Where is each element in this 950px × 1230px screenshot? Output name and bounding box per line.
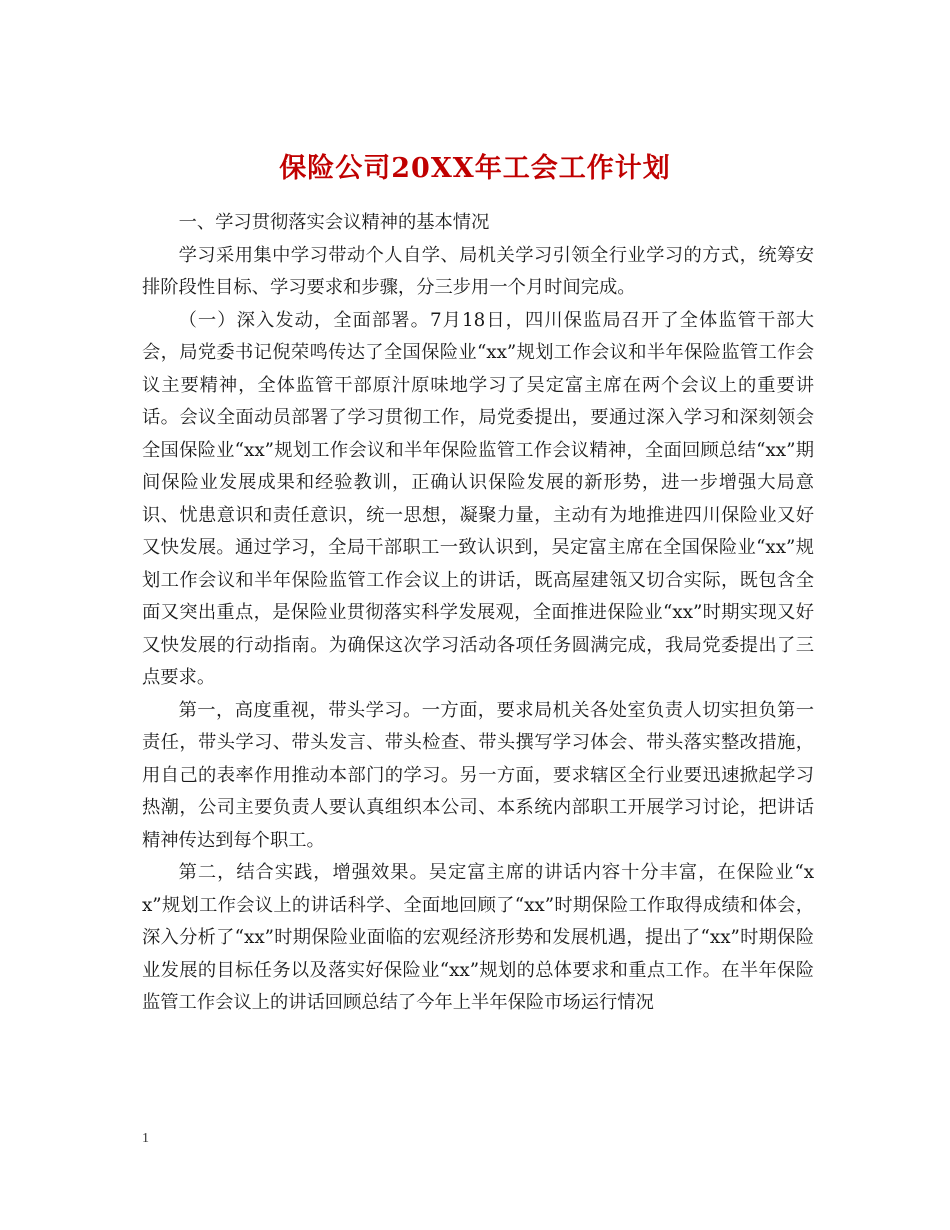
paragraph: 第一，高度重视，带头学习。一方面，要求局机关各处室负责人切实担负第一责任，带头学习、带头发言、带头检查、带头撰写学习体会、带头落实整改措施，用自己的表率作用推动本部门的学习。另一方面，要求辖区全行业要迅速掀起学习热潮，公司主要负责人要认真组织本公司、本系统内部职工开展学习讨论，把讲话精神传达到每个职工。 <box>142 699 814 851</box>
paragraph: 学习采用集中学习带动个人自学、局机关学习引领全行业学习的方式，统筹安排阶段性目标、学习要求和步骤，分三步用一个月时间完成。 <box>142 244 814 298</box>
document-body <box>142 207 814 1020</box>
paragraph: （一）深入发动，全面部署。7月18日，四川保监局召开了全体监管干部大会，局党委书记倪荣鸣传达了全国保险业“xx”规划工作会议和半年保险监管工作会议主要精神，全体监管干部原汁原味地学习了吴定富主席在两个会议上的重要讲话。会议全面动员部署了学习贯彻工作，局党委提出，要通过深入学习和深刻领会全国保险业“xx”规划工作会议和半年保险监管工作会议精神，全面回顾总结“xx”期间保险业发展成果和经验教训，正确认识保险发展的新形势，进一步增强大局意识、忧患意识和责任意识，统一思想，凝聚力量，主动有为地推进四川保险业又好又快发展。通过学习，全局干部职工一致认识到，吴定富主席在全国保险业“xx”规划工作会议和半年保险监管工作会议上的讲话，既高屋建瓴又切合实际，既包含全面又突出重点，是保险业贯彻落实科学发展观，全面推进保险业“xx”时期实现又好又快发展的行动指南。为确保这次学习活动各项任务圆满完成，我局党委提出了三点要求。 <box>142 309 814 688</box>
document-title: 保险公司20XX年工会工作计划 <box>279 153 671 185</box>
section-heading: 一、学习贯彻落实会议精神的基本情况 <box>178 212 490 233</box>
paragraph: 第二，结合实践，增强效果。吴定富主席的讲话内容十分丰富，在保险业“xx”规划工作会议上的讲话科学、全面地回顾了“xx”时期保险工作取得成绩和体会，深入分析了“xx”时期保险业面临的宏观经济形势和发展机遇，提出了“xx”时期保险业发展的目标任务以及落实好保险业“xx”规划的总体要求和重点工作。在半年保险监管工作会议上的讲话回顾总结了今年上半年保险市场运行情况 <box>142 862 814 1013</box>
page-number: 1 <box>142 1131 149 1146</box>
